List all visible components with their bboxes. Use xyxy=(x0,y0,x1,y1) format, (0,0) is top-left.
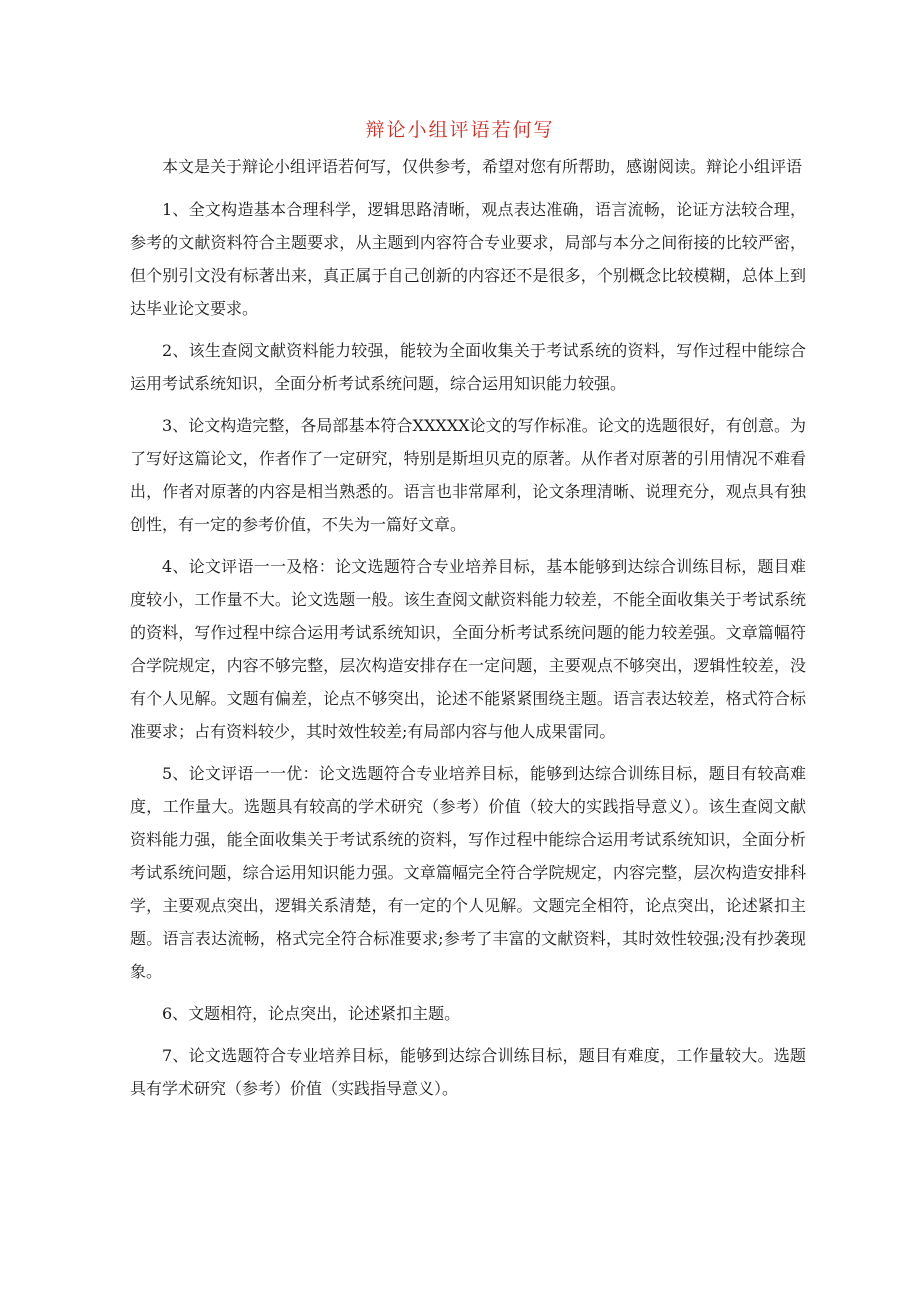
paragraph-5: 5、论文评语一一优：论文选题符合专业培养目标，能够到达综合训练目标，题目有较高难度，工作量大。选题具有较高的学术研究（参考）价值（较大的实践指导意义）。该生查阅文献资料能力强，能全面收集关于考试系统的资料，写作过程中能综合运用考试系统知识，全面分析考试系统问题，综合运用知识能力强。文章篇幅完全符合学院规定，内容完整，层次构造安排科学，主要观点突出，逻辑关系清楚，有一定的个人见解。文题完全相符，论点突出，论述紧扣主题。语言表达流畅，格式完全符合标准要求;参考了丰富的文献资料，其时效性较强;没有抄袭现象。 xyxy=(130,764,806,981)
document-title: 辩论小组评语若何写 xyxy=(365,119,555,141)
paragraph-4: 4、论文评语一一及格：论文选题符合专业培养目标，基本能够到达综合训练目标，题目难度较小，工作量不大。论文选题一般。该生查阅文献资料能力较差，不能全面收集关于考试系统的资料，写作过程中综合运用考试系统知识，全面分析考试系统问题的能力较差强。文章篇幅符合学院规定，内容不够完整，层次构造安排存在一定问题，主要观点不够突出，逻辑性较差，没有个人见解。文题有偏差，论点不够突出，论述不能紧紧围绕主题。语言表达较差，格式符合标准要求；占有资料较少，其时效性较差;有局部内容与他人成果雷同。 xyxy=(130,557,806,741)
intro-paragraph: 本文是关于辩论小组评语若何写，仅供参考，希望对您有所帮助，感谢阅读。辩论小组评语 xyxy=(162,157,803,176)
document-body xyxy=(130,150,806,1114)
paragraph-7: 7、论文选题符合专业培养目标，能够到达综合训练目标，题目有难度，工作量较大。选题具有学术研究（参考）价值（实践指导意义）。 xyxy=(130,1046,806,1098)
paragraph-6: 6、文题相符，论点突出，论述紧扣主题。 xyxy=(162,1004,461,1023)
paragraph-1: 1、全文构造基本合理科学，逻辑思路清晰，观点表达准确，语言流畅，论证方法较合理，参考的文献资料符合主题要求，从主题到内容符合专业要求，局部与本分之间衔接的比较严密，但个别引文没有标著出来，真正属于自己创新的内容还不是很多，个别概念比较模糊，总体上到达毕业论文要求。 xyxy=(130,200,806,318)
paragraph-2: 2、该生查阅文献资料能力较强，能较为全面收集关于考试系统的资料，写作过程中能综合运用考试系统知识，全面分析考试系统问题，综合运用知识能力较强。 xyxy=(130,341,806,393)
paragraph-3: 3、论文构造完整，各局部基本符合XXXXX论文的写作标准。论文的选题很好，有创意。为了写好这篇论文，作者作了一定研究，特别是斯坦贝克的原著。从作者对原著的引用情况不难看出，作者对原著的内容是相当熟悉的。语言也非常犀利，论文条理清晰、说理充分，观点具有独创性，有一定的参考价值，不失为一篇好文章。 xyxy=(130,416,806,534)
